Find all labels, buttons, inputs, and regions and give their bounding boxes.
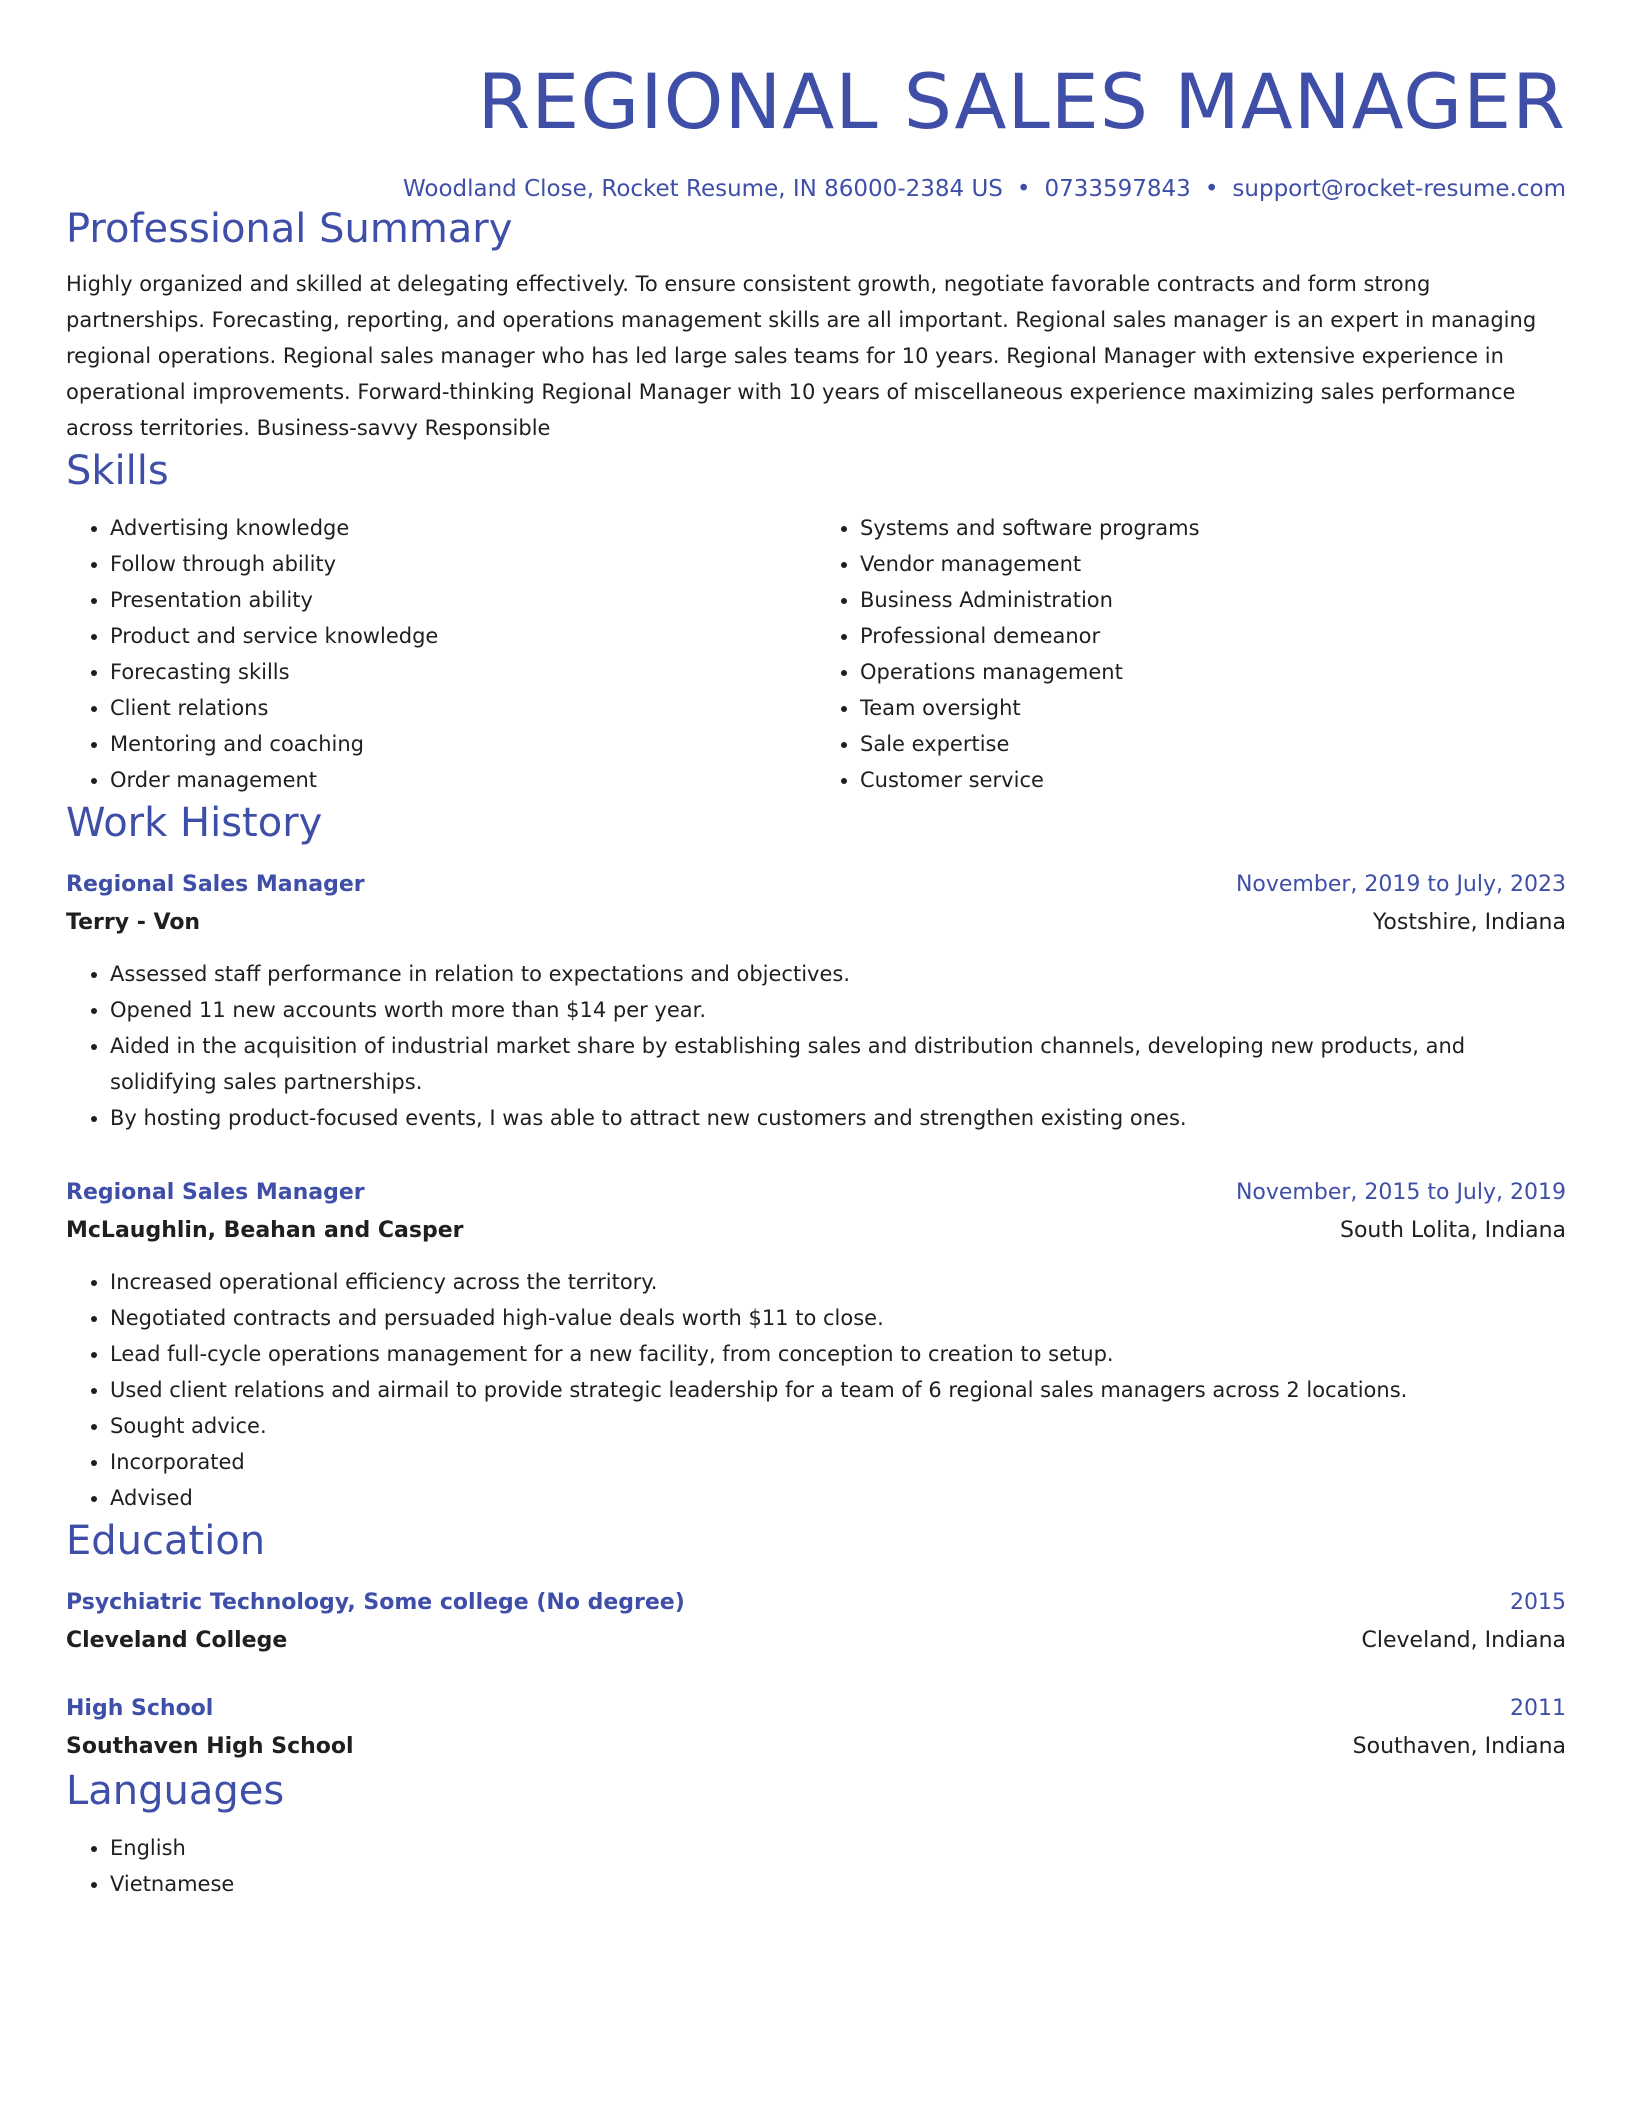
job-bullet: • Sought advice. [110, 1408, 1566, 1444]
job-bullets [66, 956, 1566, 1136]
job-employer: McLaughlin, Beahan and Casper [66, 1218, 464, 1243]
education-location: Southaven, Indiana [1352, 1734, 1566, 1759]
contact-separator: • [1204, 176, 1219, 202]
skill-item: • Client relations [110, 690, 816, 726]
job-bullet: • Negotiated contracts and persuaded high-value deals worth $11 to close. [110, 1300, 1566, 1336]
skill-item: • Presentation ability [110, 582, 816, 618]
contact-email[interactable]: support@rocket-resume.com [1232, 176, 1566, 202]
job-bullet: • By hosting product-focused events, I was able to attract new customers and strengthen existing ones. [110, 1100, 1566, 1136]
contact-separator: • [1016, 176, 1031, 202]
contact-address: Woodland Close, Rocket Resume, IN 86000-2384 US [402, 176, 1003, 202]
skills-list [66, 510, 1566, 798]
skills-column-right [816, 510, 1566, 798]
education-year: 2015 [1510, 1590, 1566, 1615]
job-title: Regional Sales Manager [66, 872, 365, 897]
skill-item: • Professional demeanor [860, 618, 1566, 654]
skill-item: • Forecasting skills [110, 654, 816, 690]
job-bullet: • Assessed staff performance in relation to expectations and objectives. [110, 956, 1566, 992]
language-item: • English [110, 1830, 1566, 1866]
education-year: 2011 [1510, 1696, 1566, 1721]
languages-list [66, 1830, 1566, 1902]
language-item: • Vietnamese [110, 1866, 1566, 1902]
resume-title: REGIONAL SALES MANAGER [477, 57, 1566, 146]
skills-column-left [66, 510, 816, 798]
summary-text: Highly organized and skilled at delegating effectively. To ensure consistent growth, negotiate favorable contracts and form strong partnerships. Forecasting, reporting, and operations management skills are all important. Regional sales manager is an expert in managing regional operations. Regional sales manager who has led large sales teams for 10 years. Regional Manager with extensive experience in operational improvements. Forward-thinking Regional Manager with 10 years of miscellaneous experience maximizing sales performance across territories. Business-savvy Responsible [66, 272, 1537, 440]
education-school: Southaven High School [66, 1734, 354, 1759]
contact-line [66, 174, 1566, 204]
education-school: Cleveland College [66, 1628, 288, 1653]
job-location: South Lolita, Indiana [1340, 1218, 1566, 1243]
job-dates: November, 2019 to July, 2023 [1235, 872, 1566, 897]
skill-item: • Team oversight [860, 690, 1566, 726]
skill-item: • Order management [110, 762, 816, 798]
work-entry [66, 866, 1566, 1136]
languages-heading: Languages [66, 1768, 285, 1814]
summary-heading: Professional Summary [66, 206, 513, 252]
skill-item: • Vendor management [860, 546, 1566, 582]
job-bullets [66, 1264, 1566, 1516]
skill-item: • Systems and software programs [860, 510, 1566, 546]
skills-heading: Skills [66, 448, 169, 494]
job-bullet: • Opened 11 new accounts worth more than $14 per year. [110, 992, 1566, 1028]
job-title: Regional Sales Manager [66, 1180, 365, 1205]
job-bullet: • Lead full-cycle operations management for a new facility, from conception to creation to setup. [110, 1336, 1566, 1372]
skill-item: • Operations management [860, 654, 1566, 690]
job-bullet: • Increased operational efficiency across the territory. [110, 1264, 1566, 1300]
job-bullet: • Aided in the acquisition of industrial market share by establishing sales and distribution channels, developing new products, and solidifying sales partnerships. [110, 1028, 1566, 1100]
education-entry [66, 1690, 1566, 1766]
skill-item: • Business Administration [860, 582, 1566, 618]
education-location: Cleveland, Indiana [1361, 1628, 1566, 1653]
work-entry [66, 1174, 1566, 1516]
work-history-heading: Work History [66, 800, 323, 846]
job-location: Yostshire, Indiana [1372, 910, 1566, 935]
skill-item: • Customer service [860, 762, 1566, 798]
job-bullet: • Advised [110, 1480, 1566, 1516]
skill-item: • Mentoring and coaching [110, 726, 816, 762]
contact-phone: 0733597843 [1044, 176, 1191, 202]
job-employer: Terry - Von [66, 910, 201, 935]
skill-item: • Advertising knowledge [110, 510, 816, 546]
job-bullet: • Used client relations and airmail to provide strategic leadership for a team of 6 regional sales managers across 2 locations. [110, 1372, 1566, 1408]
skill-item: • Follow through ability [110, 546, 816, 582]
job-bullet: • Incorporated [110, 1444, 1566, 1480]
job-dates: November, 2015 to July, 2019 [1235, 1180, 1566, 1205]
education-degree: High School [66, 1696, 214, 1721]
skill-item: • Product and service knowledge [110, 618, 816, 654]
education-heading: Education [66, 1518, 266, 1564]
education-degree: Psychiatric Technology, Some college (No degree) [66, 1590, 685, 1615]
education-entry [66, 1584, 1566, 1660]
skill-item: • Sale expertise [860, 726, 1566, 762]
